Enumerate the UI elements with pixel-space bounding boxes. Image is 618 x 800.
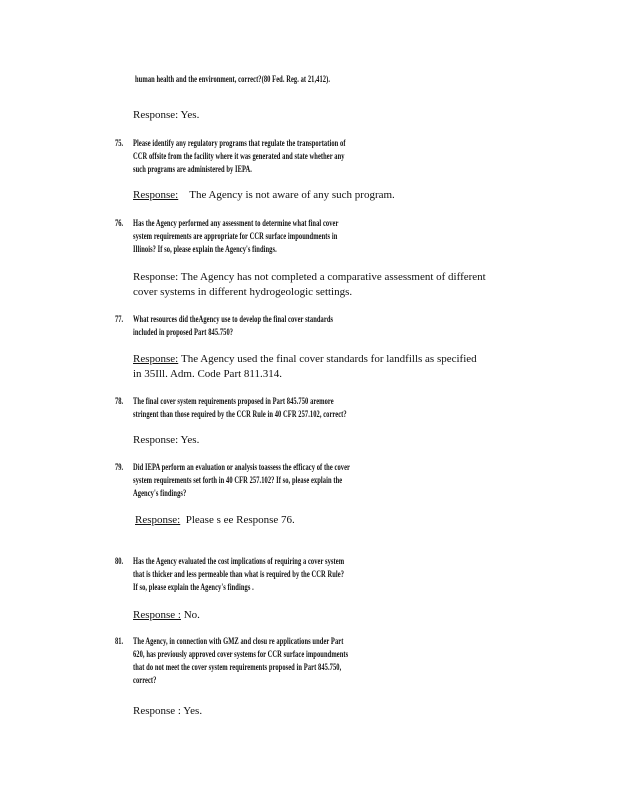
response-76-line: cover systems in different hydrogeologic settings. <box>133 286 353 298</box>
question-78-number: 78. <box>115 396 124 406</box>
question-81-line: The Agency, in connection with GMZ and closu re applications under Part <box>133 636 344 646</box>
question-77-line: What resources did theAgency use to develop the final cover standards <box>133 314 334 324</box>
response-label: Response: <box>133 353 179 365</box>
question-76-number: 76. <box>115 218 124 228</box>
response-77-line: in 35Ill. Adm. Code Part 811.314. <box>133 368 283 380</box>
response-80 <box>133 609 200 621</box>
question-79-line: Agency's findings? <box>133 488 187 498</box>
response-75 <box>133 189 395 201</box>
question-80-line: If so, please explain the Agency's findings . <box>133 582 254 592</box>
question-78-line: The final cover system requirements proposed in Part 845.750 aremore <box>133 396 334 406</box>
response-text: Please s ee Response 76. <box>185 514 295 526</box>
question-77-line: included in proposed Part 845.750? <box>133 327 234 337</box>
question-77-number: 77. <box>115 314 124 324</box>
question-79-number: 79. <box>115 462 124 472</box>
response-74: Response: Yes. <box>133 109 200 121</box>
response-79 <box>135 514 295 526</box>
question-81-line: correct? <box>133 675 157 685</box>
response-76-line: Response: The Agency has not completed a comparative assessment of different <box>133 271 486 283</box>
response-label: Response : <box>133 609 181 621</box>
question-75-line: such programs are administered by IEPA. <box>133 164 252 174</box>
question-75-number: 75. <box>115 138 124 148</box>
question-81-line: that do not meet the cover system requirements proposed in Part 845.750, <box>133 662 342 672</box>
response-text: The Agency used the final cover standards for landfills as specified <box>180 353 477 365</box>
response-label: Response: <box>135 514 181 526</box>
question-76-line: Has the Agency performed any assessment to determine what final cover <box>133 218 339 228</box>
question-80-line: that is thicker and less permeable than what is required by the CCR Rule? <box>133 569 345 579</box>
question-81-number: 81. <box>115 636 124 646</box>
response-label: Response: <box>133 189 179 201</box>
question-79-line: system requirements set forth in 40 CFR 257.102? If so, please explain the <box>133 475 343 485</box>
question-76-line: Illinois? If so, please explain the Agency's findings. <box>133 244 277 254</box>
response-78: Response: Yes. <box>133 434 200 446</box>
question-80-number: 80. <box>115 556 124 566</box>
response-77-line <box>133 353 477 365</box>
question-80-line: Has the Agency evaluated the cost implications of requiring a cover system <box>133 556 345 566</box>
question-78-line: stringent than those required by the CCR Rule in 40 CFR 257.102, correct? <box>133 409 347 419</box>
response-text: The Agency is not aware of any such program. <box>189 189 395 201</box>
question-75-line: Please identify any regulatory programs that regulate the transportation of <box>133 138 346 148</box>
response-81: Response : Yes. <box>133 705 203 717</box>
question-74-text: human health and the environment, correct?(80 Fed. Reg. at 21,412). <box>135 74 331 84</box>
question-81-line: 620, has previously approved cover systems for CCR surface impoundments <box>133 649 349 659</box>
response-text: No. <box>183 609 200 621</box>
question-75-line: CCR offsite from the facility where it was generated and state whether any <box>133 151 345 161</box>
question-79-line: Did IEPA perform an evaluation or analysis toassess the efficacy of the cover <box>133 462 350 472</box>
question-76-line: system requirements are appropriate for CCR surface impoundments in <box>133 231 338 241</box>
